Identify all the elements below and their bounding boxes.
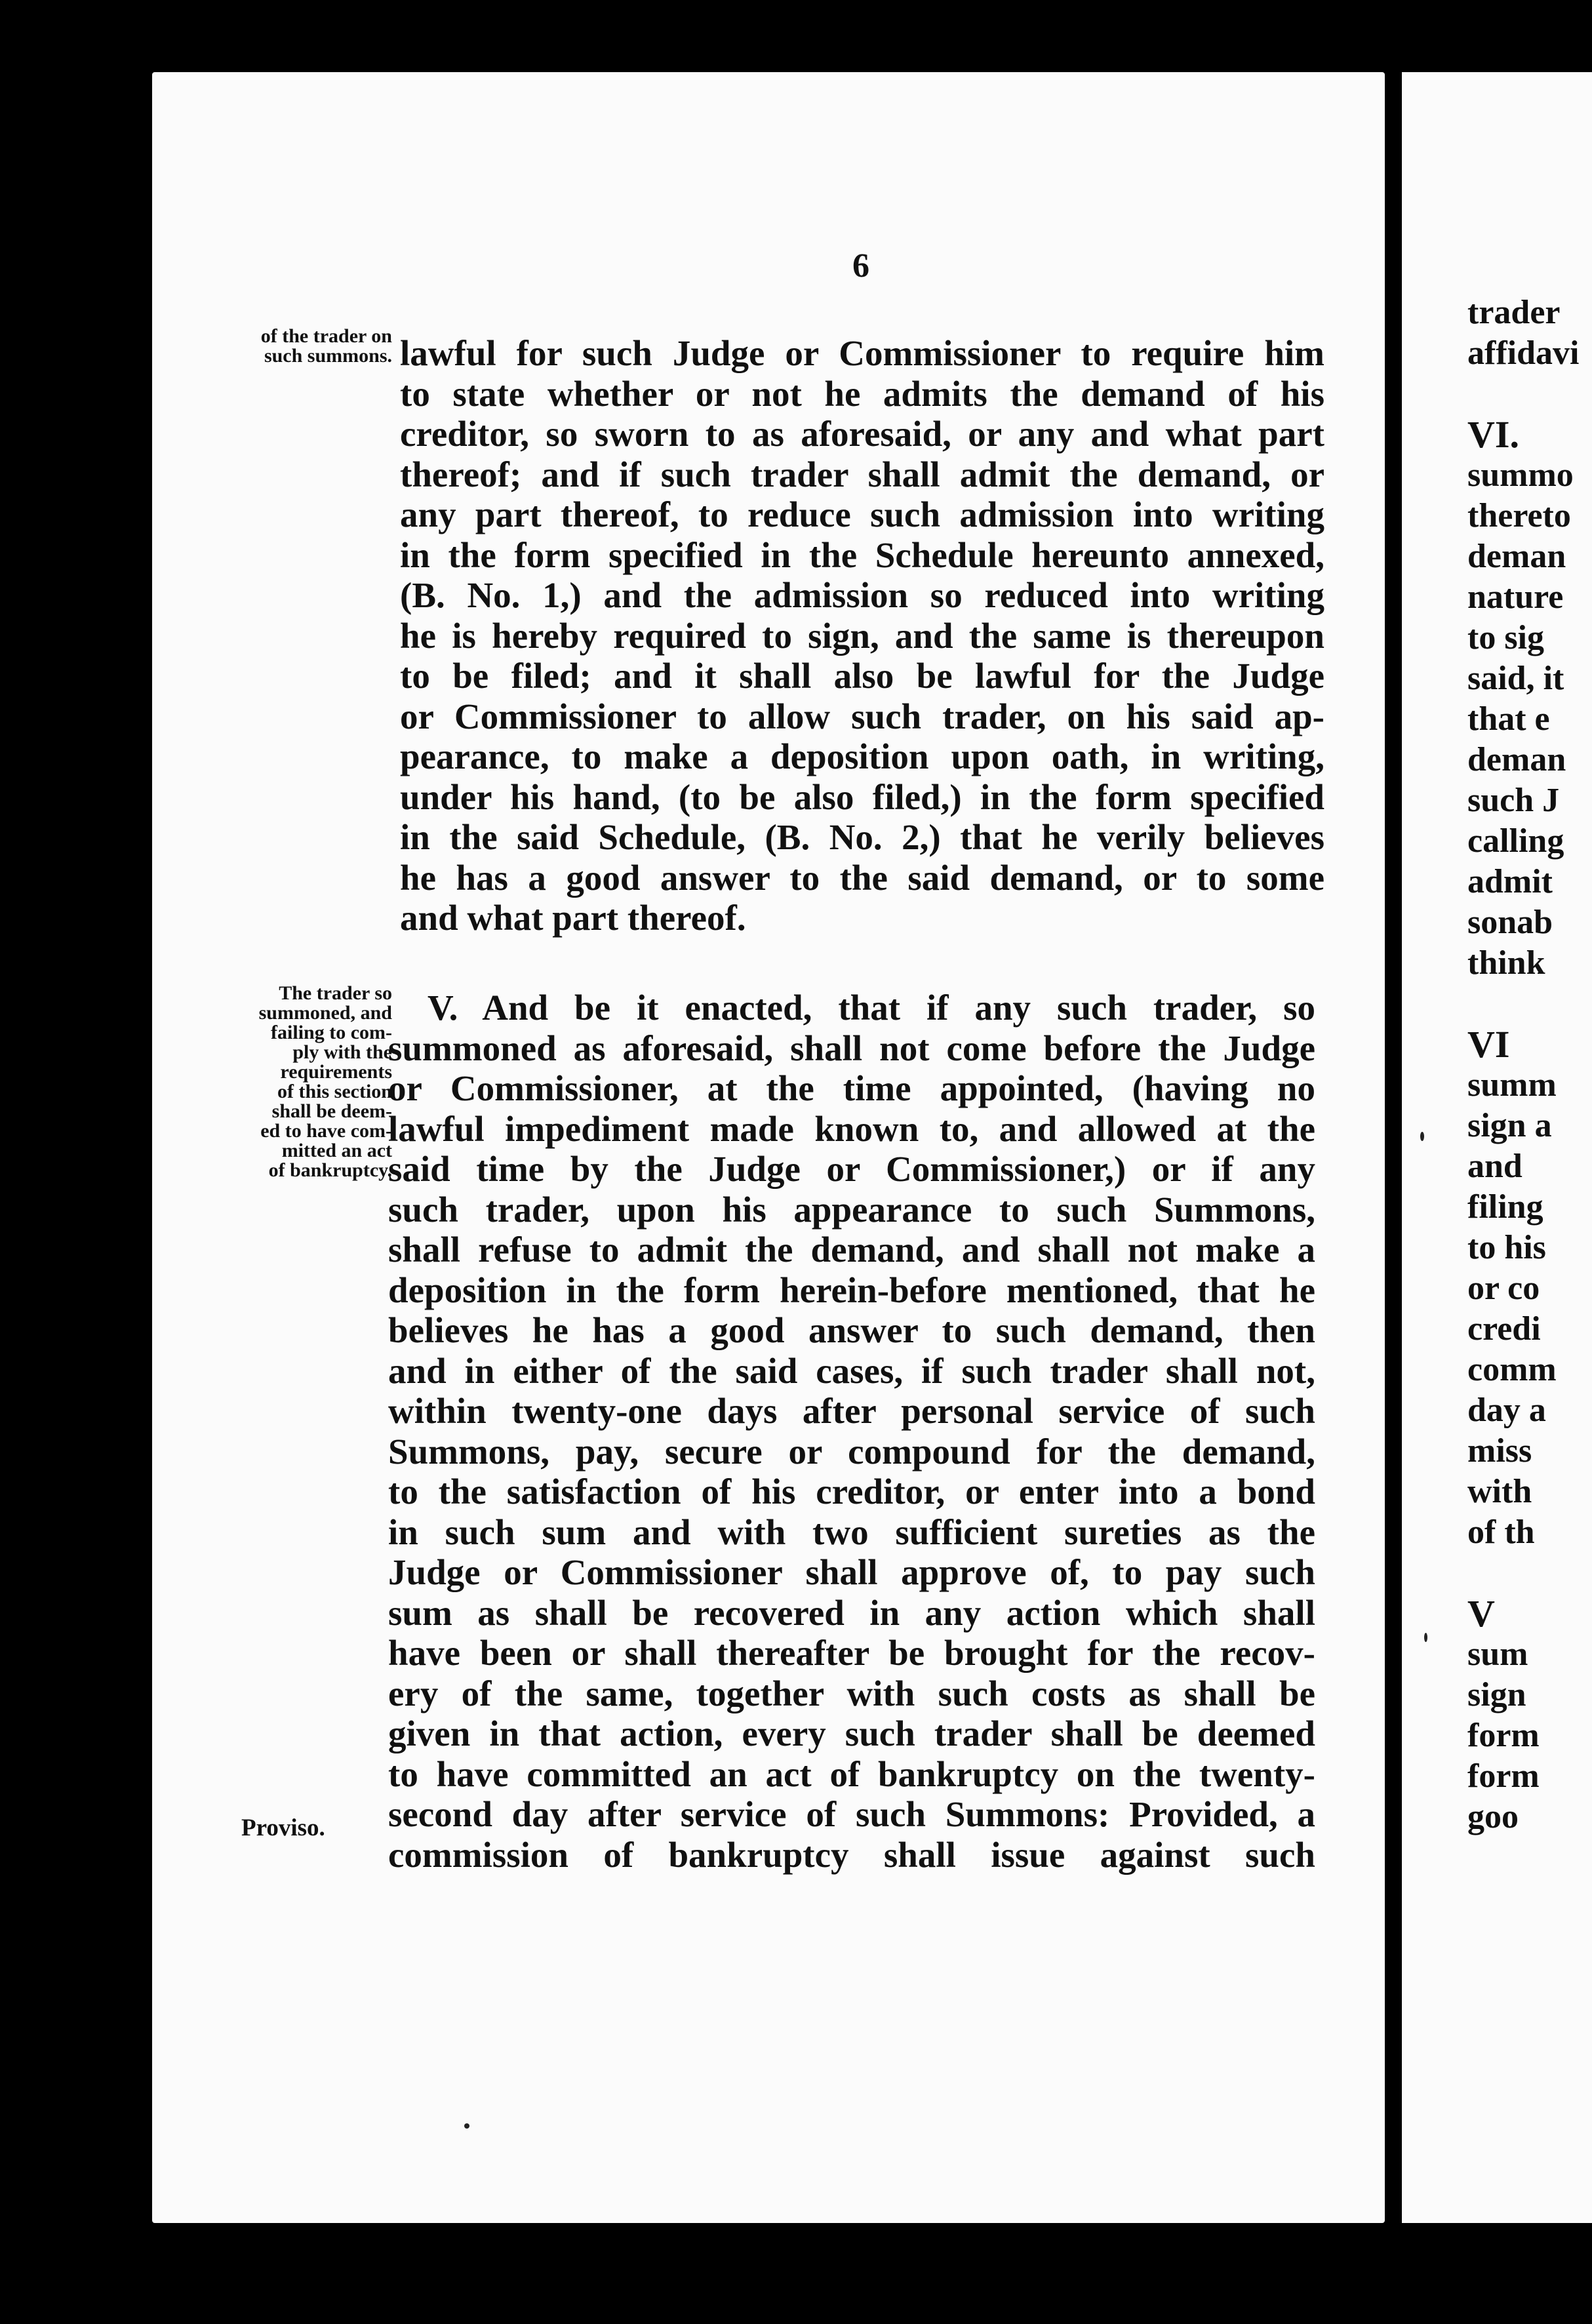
text-line: he has a good answer to the said demand, or to some — [400, 857, 1324, 898]
text-line: to the satisfaction of his creditor, or enter into a bond — [388, 1472, 1315, 1512]
margin-note-line: of this section — [277, 1081, 392, 1102]
fragment-line: trader — [1467, 294, 1561, 331]
ink-speck — [1424, 1633, 1427, 1642]
margin-note-act-of-bankruptcy — [259, 984, 392, 1180]
text-line: any part thereof, to reduce such admission into writing — [400, 494, 1324, 534]
text-line: ery of the same, together with such costs as shall be — [388, 1673, 1315, 1713]
text-line: (B. No. 1,) and the admission so reduced into writing — [400, 575, 1324, 615]
fragment-line: calling — [1467, 822, 1564, 860]
ink-speck — [1420, 1132, 1424, 1141]
text-line: in such sum and with two sufficient sureties as the — [388, 1512, 1315, 1552]
text-line: or Commissioner to allow such trader, on his said ap- — [400, 696, 1324, 736]
text-line: thereof; and if such trader shall admit the demand, or — [400, 454, 1324, 494]
fragment-line: V — [1467, 1592, 1495, 1635]
text-line: pearance, to make a deposition upon oath, in writing, — [400, 736, 1324, 776]
fragment-line — [1467, 374, 1592, 414]
fragment-line: that e — [1467, 700, 1550, 738]
fragment-line: VI — [1467, 1023, 1510, 1066]
fragment-line: deman — [1467, 741, 1566, 778]
text-line: to state whether or not he admits the demand of his — [400, 373, 1324, 414]
text-line: Judge or Commissioner shall approve of, to pay such — [388, 1552, 1315, 1592]
text-line: he is hereby required to sign, and the same is thereupon — [400, 615, 1324, 656]
fragment-line: to his — [1467, 1229, 1546, 1266]
margin-note-line: failing to com- — [271, 1022, 392, 1043]
margin-note-line: mitted an act — [281, 1140, 392, 1161]
fragment-line: day a — [1467, 1392, 1546, 1429]
fragment-line: such J — [1467, 782, 1560, 819]
text-line: believes he has a good answer to such demand, then — [388, 1310, 1315, 1350]
text-line: deposition in the form herein-before mentioned, that he — [388, 1270, 1315, 1310]
margin-note-line: ed to have com- — [260, 1120, 392, 1142]
fragment-line: sum — [1467, 1635, 1528, 1673]
text-line: and in either of the said cases, if such trader shall not, — [388, 1350, 1315, 1391]
margin-note-line: such summons. — [264, 345, 392, 367]
fragment-line: VI. — [1467, 413, 1519, 456]
fragment-line: filing — [1467, 1188, 1543, 1226]
fragment-line: summ — [1467, 1066, 1557, 1104]
fragment-line: sign — [1467, 1676, 1526, 1713]
text-line: or Commissioner, at the time appointed, (having no — [388, 1068, 1315, 1108]
margin-note-trader-summons — [261, 327, 392, 366]
page-number: 6 — [852, 247, 869, 285]
paragraph-continuation — [400, 333, 1324, 938]
fragment-line: goo — [1467, 1798, 1519, 1835]
fragment-line: to sig — [1467, 619, 1544, 656]
text-line: within twenty-one days after personal service of such — [388, 1391, 1315, 1431]
text-line: lawful for such Judge or Commissioner to require him — [400, 333, 1324, 373]
fragment-line: affidavi — [1467, 334, 1580, 372]
text-line: such trader, upon his appearance to such Summons, — [388, 1189, 1315, 1230]
text-line: have been or shall thereafter be brought for the recov- — [388, 1633, 1315, 1673]
fragment-line: comm — [1467, 1351, 1557, 1388]
text-line: V. And be it enacted, that if any such trader, so — [428, 988, 1315, 1028]
fragment-line — [1467, 984, 1592, 1024]
fragment-line: think — [1467, 944, 1545, 982]
text-line: shall refuse to admit the demand, and shall not make a — [388, 1230, 1315, 1270]
fragment-line: form — [1467, 1757, 1540, 1795]
text-line: under his hand, (to be also filed,) in the form specified — [400, 776, 1324, 817]
text-line: Summons, pay, secure or compound for the demand, — [388, 1431, 1315, 1472]
text-line: in the said Schedule, (B. No. 2,) that he verily believes — [400, 817, 1324, 857]
fragment-line: summo — [1467, 456, 1574, 494]
fragment-line: credi — [1467, 1310, 1541, 1348]
fragment-line: or co — [1467, 1270, 1540, 1307]
text-line: summoned as aforesaid, shall not come before the Judge — [388, 1028, 1315, 1068]
fragment-line: with — [1467, 1473, 1532, 1510]
text-line: and what part thereof. — [400, 898, 746, 938]
margin-note-line: requirements — [280, 1061, 392, 1083]
margin-note-line: The trader so — [279, 982, 392, 1004]
text-line: given in that action, every such trader shall be deemed — [388, 1713, 1315, 1753]
text-line: to have committed an act of bankruptcy on the twenty- — [388, 1753, 1315, 1794]
margin-note-line: of bankruptcy. — [268, 1159, 392, 1181]
text-line: in the form specified in the Schedule hereunto annexed, — [400, 534, 1324, 575]
fragment-line — [1467, 1553, 1592, 1593]
fragment-line: said, it — [1467, 660, 1564, 697]
margin-note-line: ply with the — [292, 1041, 392, 1063]
margin-note-line: of the trader on — [260, 325, 392, 347]
fragment-line: thereto — [1467, 497, 1571, 534]
fragment-line: nature — [1467, 578, 1564, 616]
fragment-line: of th — [1467, 1513, 1535, 1551]
text-line: said time by the Judge or Commissioner,) or if any — [388, 1149, 1315, 1189]
fragment-line: and — [1467, 1148, 1522, 1185]
fragment-line: admit — [1467, 863, 1553, 900]
fragment-line: miss — [1467, 1432, 1532, 1470]
section-v-paragraph — [388, 988, 1315, 1875]
text-line: to be filed; and it shall also be lawful for the Judge — [400, 656, 1324, 696]
right-page-text-fragments — [1467, 292, 1592, 1837]
text-line: commission of bankruptcy shall issue against such — [388, 1834, 1315, 1875]
text-line: sum as shall be recovered in any action which shall — [388, 1592, 1315, 1633]
text-line: creditor, so sworn to as aforesaid, or any and what part — [400, 414, 1324, 454]
text-line: lawful impediment made known to, and allowed at the — [388, 1108, 1315, 1149]
fragment-line: sign a — [1467, 1107, 1552, 1144]
margin-note-line: summoned, and — [258, 1002, 392, 1024]
fragment-line: deman — [1467, 538, 1566, 575]
text-line: second day after service of such Summons: Provided, a — [388, 1794, 1315, 1834]
page-gutter — [1385, 72, 1402, 2223]
fragment-line: sonab — [1467, 904, 1553, 941]
margin-note-proviso: Proviso. — [241, 1814, 325, 1841]
margin-note-line: shall be deem- — [271, 1100, 392, 1122]
fragment-line: form — [1467, 1717, 1540, 1754]
ink-speck — [464, 2123, 469, 2129]
